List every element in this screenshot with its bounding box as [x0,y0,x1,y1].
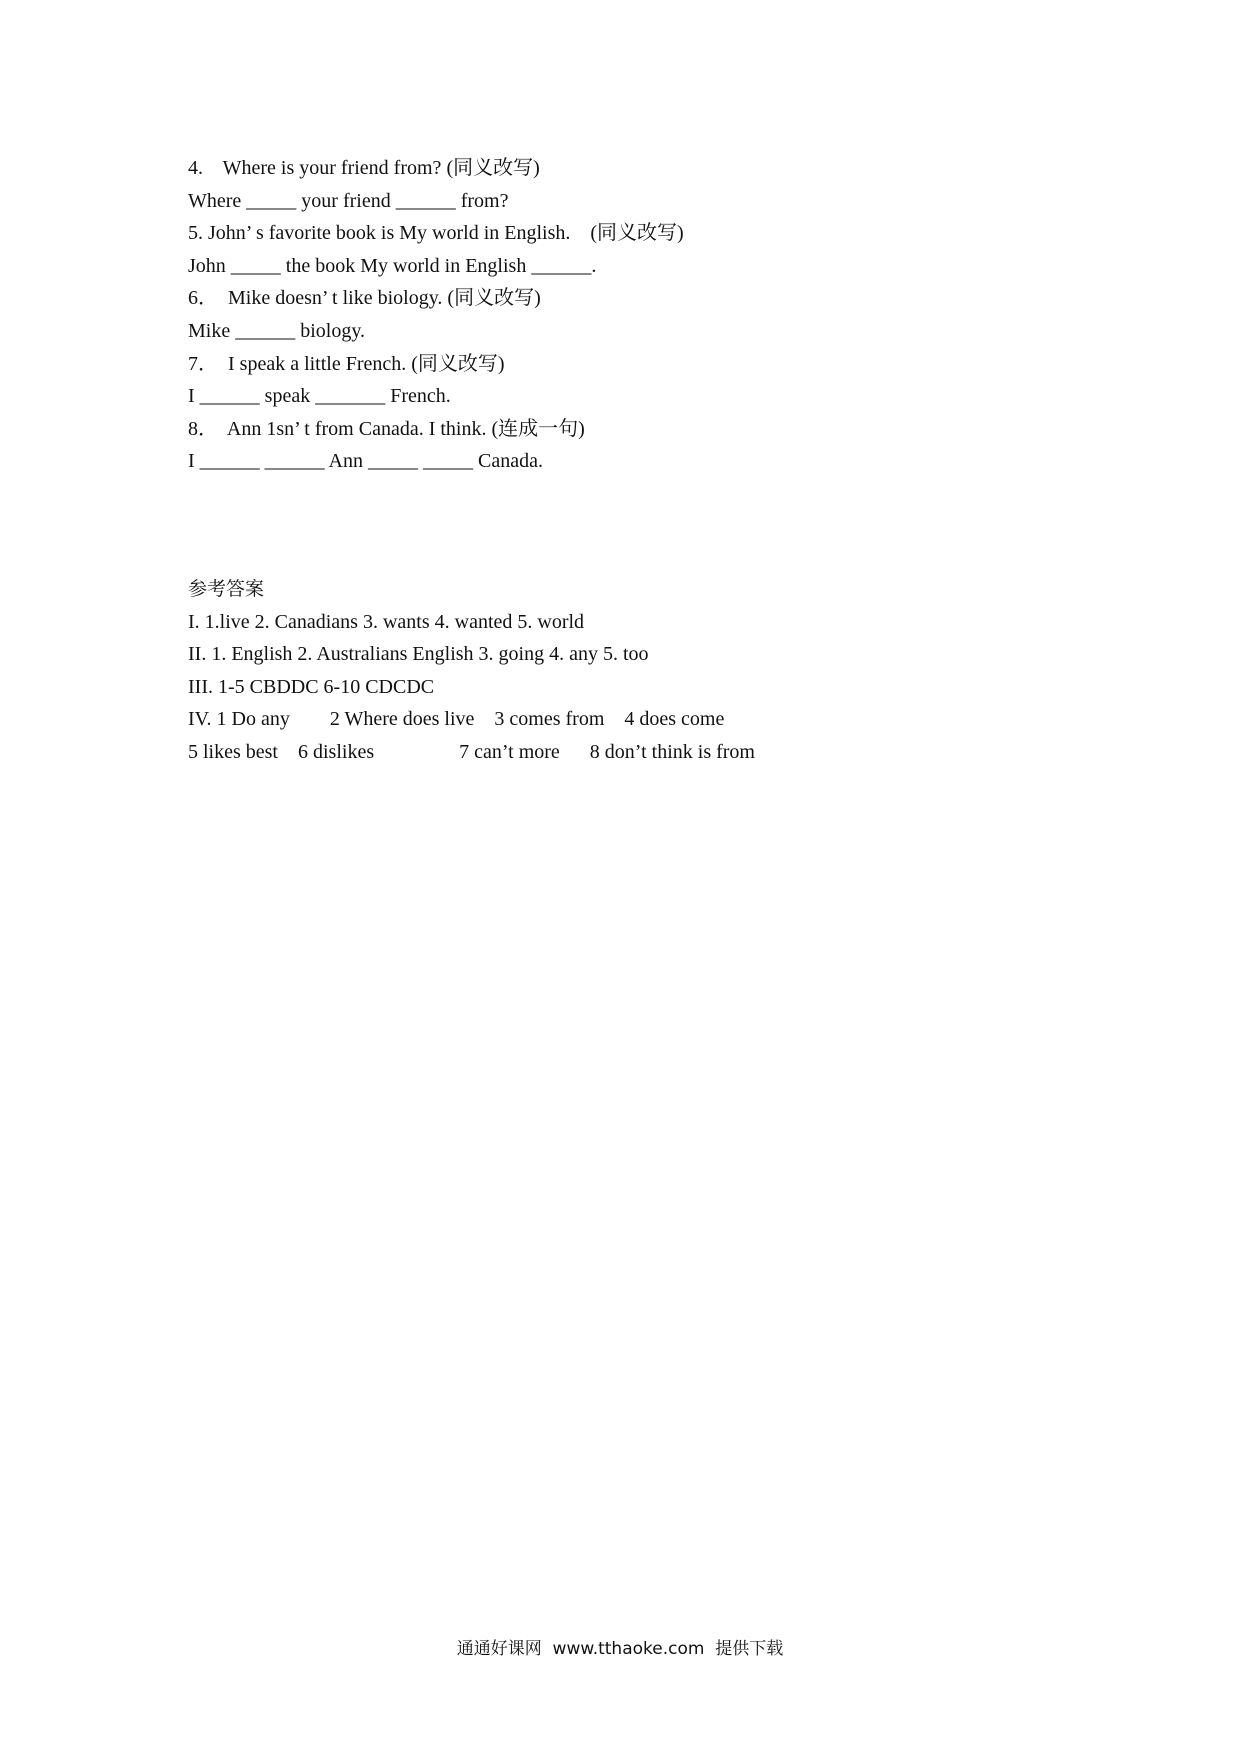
question-6: 6． Mike doesn’ t like biology. (同义改写) [188,287,541,310]
question-7: 7． I speak a little French. (同义改写) [188,352,505,375]
question-5-blank-line: John _____ the book My world in English ______. [188,254,597,277]
question-6-blank-line: Mike ______ biology. [188,319,366,342]
question-4: 4. Where is your friend from? (同义改写) [188,157,540,179]
answer-key-section [188,573,1088,769]
answer-part-3: III. 1-5 CBDDC 6-10 CDCDC [188,675,435,698]
answer-part-4: IV. 1 Do any 2 Where does live 3 comes from 4 does come [188,708,725,731]
answer-part-1: I. 1.live 2. Canadians 3. wants 4. wanted 5. world [188,610,585,633]
answer-part-2: II. 1. English 2. Australians English 3. going 4. any 5. too [188,643,649,666]
page-footer: 通通好课网 www.tthaoke.com 提供下载 [456,1639,784,1659]
question-5: 5. John’ s favorite book is My world in English. (同义改写) [188,222,684,245]
question-4-blank-line: Where _____ your friend ______ from? [188,189,509,212]
exercise-section [188,152,1088,478]
question-8-blank-line: I ______ ______ Ann _____ _____ Canada. [188,450,543,473]
answer-part-4-continued: 5 likes best 6 dislikes 7 can’t more 8 don’t think is from [188,740,755,763]
answer-key-heading: 参考答案 [188,578,265,600]
question-8: 8． Ann 1sn’ t from Canada. I think. (连成一句) [188,417,585,440]
question-7-blank-line: I ______ speak _______ French. [188,385,451,408]
